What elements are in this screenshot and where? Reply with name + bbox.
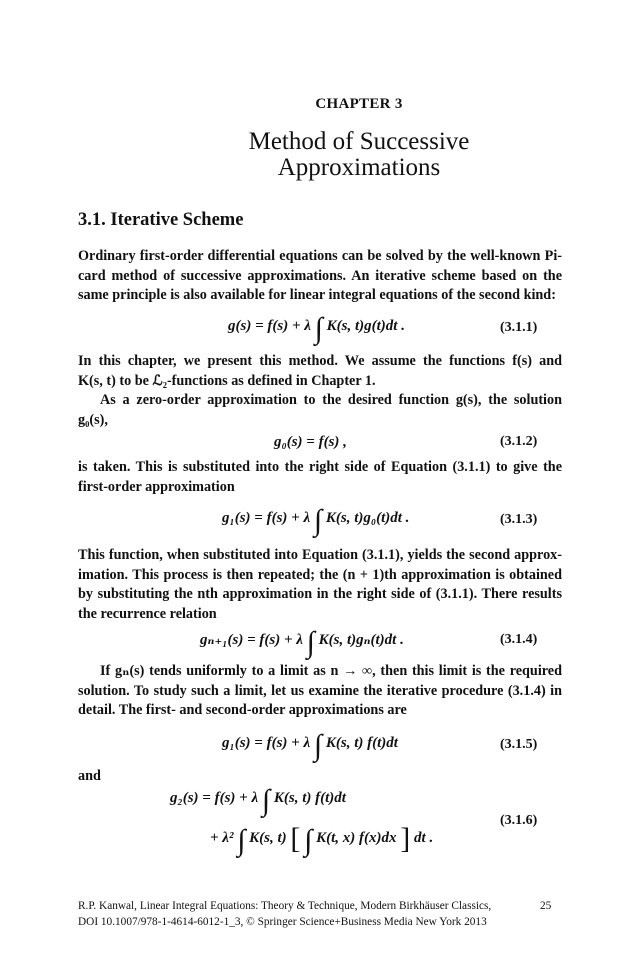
integral-sign: ∫ bbox=[306, 626, 315, 659]
paragraph-convergence bbox=[78, 662, 562, 721]
integral-sign: ∫ bbox=[314, 312, 323, 345]
equation-number: (3.1.2) bbox=[500, 434, 538, 449]
integral-sign: ∫ bbox=[304, 824, 313, 857]
text-line: detail. The first- and second-order approximations are bbox=[78, 702, 407, 718]
equation-tail: dt . bbox=[414, 830, 434, 846]
equation-lhs: g₂(s) = f(s) + λ bbox=[170, 790, 259, 806]
text-line: first-order approximation bbox=[78, 478, 235, 495]
equation-lhs: gₙ₊₁(s) = f(s) + λ bbox=[200, 632, 303, 648]
integral-sign: ∫ bbox=[313, 729, 323, 762]
paragraph-intro bbox=[78, 247, 562, 306]
integral-sign: ∫ bbox=[237, 824, 246, 857]
equation-3-1-3 bbox=[222, 504, 410, 537]
equation-3-1-4 bbox=[200, 626, 404, 659]
text-line: imation. This process is then repeated; the (n + 1)th approximation is obtained bbox=[78, 566, 562, 583]
equation-rhs: K(s, t)g(t)dt . bbox=[326, 318, 405, 334]
paragraph-method bbox=[78, 352, 562, 391]
text-line: As a zero-order approximation to the desired function g(s), the solution bbox=[100, 392, 562, 408]
footer-citation-line1: R.P. Kanwal, Linear Integral Equations: Theory & Technique, Modern Birkhäuser Classics, bbox=[78, 900, 492, 912]
text-line: If gₙ(s) tends uniformly to a limit as n → ∞, then this limit is the required bbox=[100, 663, 562, 679]
equation-number: (3.1.3) bbox=[500, 512, 538, 527]
text-line: the recurrence relation bbox=[78, 605, 217, 622]
text-line: and bbox=[78, 768, 101, 784]
equation-number: (3.1.6) bbox=[500, 813, 538, 828]
equation-number: (3.1.4) bbox=[500, 632, 538, 647]
equation-rhs: K(s, t)g₀(t)dt . bbox=[325, 510, 410, 526]
page-number: 25 bbox=[540, 900, 552, 912]
equation-kernel: K(s, t) bbox=[249, 830, 287, 846]
integral-sign: ∫ bbox=[261, 784, 271, 817]
text-line: g₀(s), bbox=[78, 411, 108, 428]
text-line: In this chapter, we present this method. We assume the functions f(s) and bbox=[78, 353, 562, 369]
equation-rhs: K(s, t) f(t)dt bbox=[273, 790, 346, 806]
equation-inner: K(t, x) f(x)dx bbox=[316, 830, 397, 846]
text-line: Ordinary first-order differential equations can be solved by the well-known Pi- bbox=[78, 248, 562, 264]
equation-rhs: K(s, t) f(t)dt bbox=[325, 735, 398, 751]
paragraph-recurrence bbox=[78, 546, 562, 624]
right-bracket: ] bbox=[400, 822, 411, 855]
paragraph-substitution bbox=[78, 458, 562, 497]
chapter-title-line1: Method of Successive bbox=[248, 128, 470, 155]
text-line: card method of successive approximations. An iterative scheme based on the bbox=[78, 267, 562, 284]
text-line: This function, when substituted into Equation (3.1.1), yields the second approx- bbox=[78, 547, 562, 563]
equation-lhs: g(s) = f(s) + λ bbox=[228, 318, 311, 334]
equation-3-1-6-line1 bbox=[170, 784, 346, 817]
equation-rhs: K(s, t)gₙ(t)dt . bbox=[318, 632, 404, 648]
equation-3-1-2 bbox=[274, 434, 347, 451]
text-line: K(s, t) to be ℒ₂-functions as defined in Chapter 1. bbox=[78, 372, 376, 389]
text-line: same principle is also available for linear integral equations of the second kind: bbox=[78, 287, 556, 303]
equation-3-1-1 bbox=[228, 312, 405, 345]
equation-number: (3.1.5) bbox=[500, 737, 538, 752]
equation-lhs: g₁(s) = f(s) + λ bbox=[222, 510, 311, 526]
text-line: is taken. This is substituted into the right side of Equation (3.1.1) to give the bbox=[78, 459, 562, 475]
left-bracket: [ bbox=[290, 822, 301, 855]
chapter-title-line2: Approximations bbox=[277, 154, 441, 181]
paragraph-and bbox=[78, 767, 562, 787]
text-line: solution. To study such a limit, let us examine the iterative procedure (3.1.4) in bbox=[78, 682, 562, 699]
equation-lhs: g₁(s) = f(s) + λ bbox=[222, 735, 311, 751]
equation-3-1-6-line2 bbox=[210, 822, 434, 857]
equation-lead: + λ² bbox=[210, 830, 234, 846]
section-heading: 3.1. Iterative Scheme bbox=[78, 210, 244, 230]
equation-number: (3.1.1) bbox=[500, 320, 538, 335]
equation-expr: g₀(s) = f(s) , bbox=[274, 434, 347, 450]
paragraph-zero-order bbox=[78, 391, 562, 430]
equation-3-1-5 bbox=[222, 729, 398, 762]
text-line: by substituting the nth approximation in the right side of (3.1.1). There results bbox=[78, 586, 562, 602]
integral-sign: ∫ bbox=[313, 504, 323, 537]
chapter-label: CHAPTER 3 bbox=[315, 96, 403, 112]
footer-citation-line2: DOI 10.1007/978-1-4614-6012-1_3, © Springer Science+Business Media New York 2013 bbox=[78, 916, 487, 928]
